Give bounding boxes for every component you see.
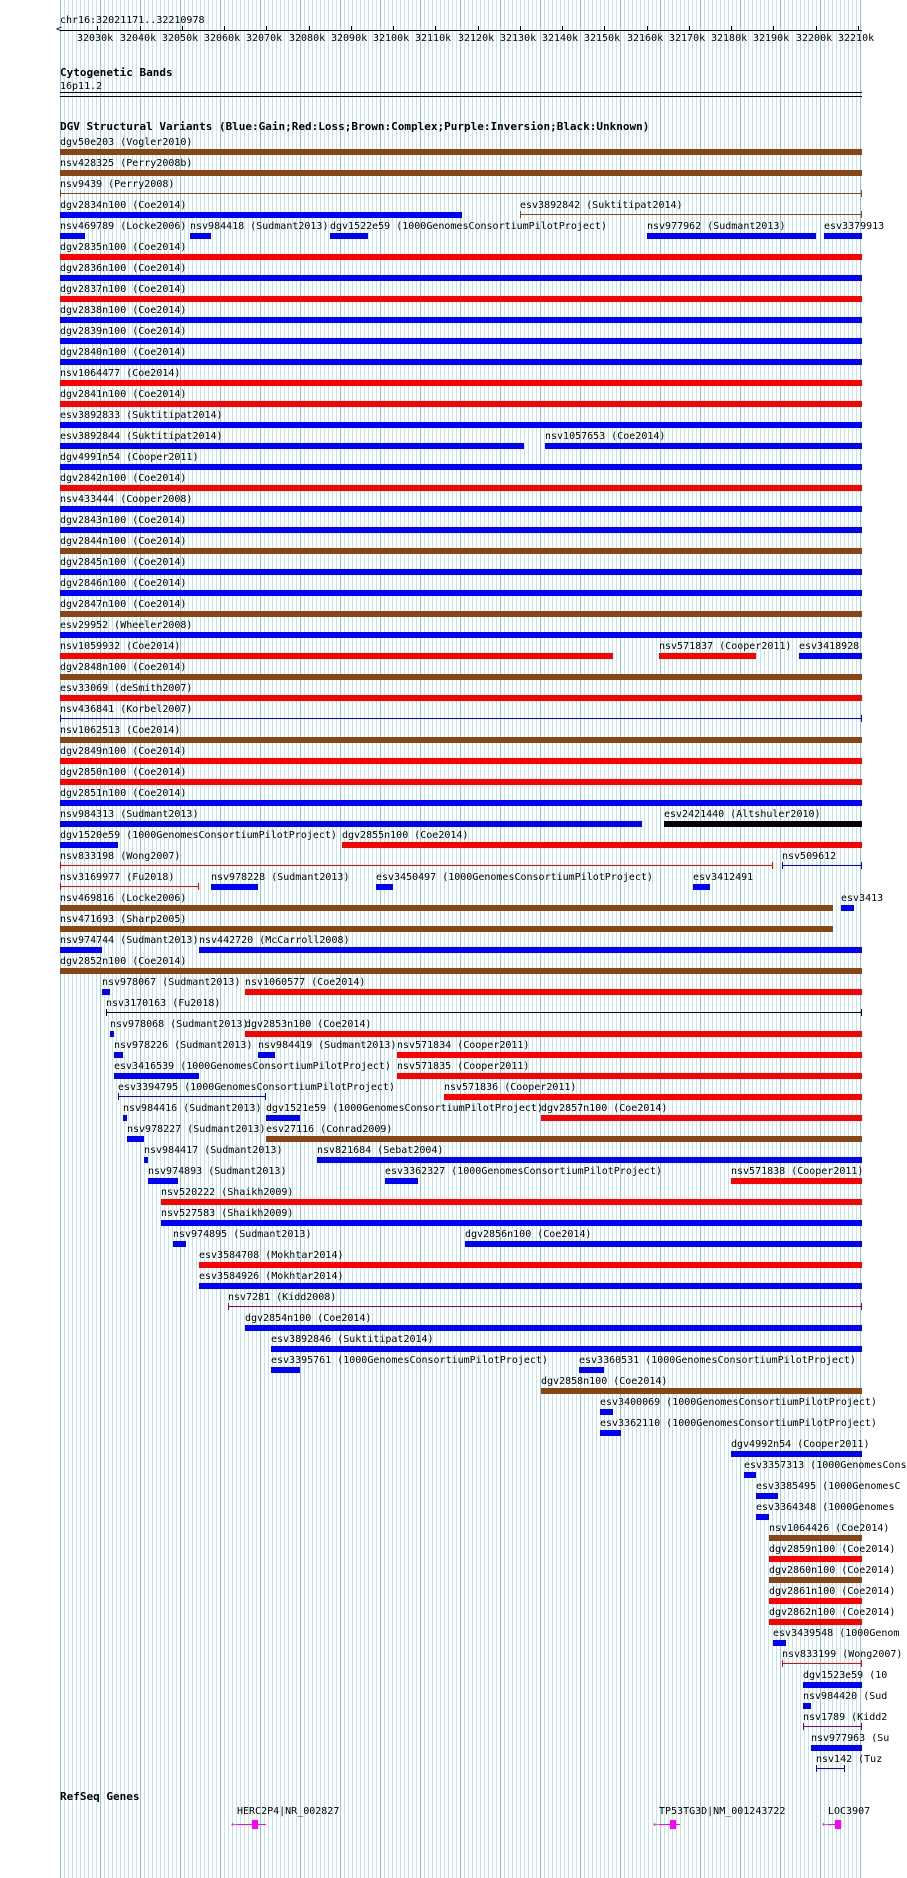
variant-bar-gain[interactable]	[60, 800, 862, 806]
variant-label[interactable]: nsv571836 (Cooper2011)	[444, 1082, 577, 1093]
variant-label[interactable]: esv3357313 (1000GenomesCons	[744, 1460, 907, 1471]
variant-bar-complex[interactable]	[60, 737, 862, 743]
variant-label[interactable]: dgv2836n100 (Coe2014)	[60, 263, 187, 274]
variant-bar-loss[interactable]	[60, 695, 862, 701]
variant-bar-gain[interactable]	[161, 1220, 862, 1226]
variant-bar-gain[interactable]	[211, 884, 258, 890]
variant-label[interactable]: dgv2835n100 (Coe2014)	[60, 242, 187, 253]
variant-bar-gain[interactable]	[385, 1178, 418, 1184]
variant-bar-loss[interactable]	[60, 485, 862, 491]
variant-label[interactable]: nsv527583 (Shaikh2009)	[161, 1208, 294, 1219]
variant-bar-loss[interactable]	[769, 1556, 862, 1562]
variant-bar-complex[interactable]	[60, 905, 833, 911]
ruler-tick	[562, 26, 563, 31]
variant-label[interactable]: esv27116 (Conrad2009)	[266, 1124, 393, 1135]
variant-label[interactable]: dgv2853n100 (Coe2014)	[245, 1019, 372, 1030]
variant-label[interactable]: dgv4991n54 (Cooper2011)	[60, 452, 199, 463]
ruler-tick	[140, 26, 141, 31]
gene-exon-block[interactable]	[835, 1820, 841, 1829]
variant-bar-gain[interactable]	[545, 443, 862, 449]
variant-bar-loss[interactable]	[397, 1073, 862, 1079]
variant-label[interactable]: nsv1064477 (Coe2014)	[60, 368, 181, 379]
variant-label[interactable]: esv3412491	[693, 872, 754, 883]
variant-label[interactable]: dgv2857n100 (Coe2014)	[541, 1103, 668, 1114]
dgv-track-title: DGV Structural Variants (Blue:Gain;Red:Loss;Brown:Complex;Purple:Inversion;Black:Unknown)	[60, 120, 650, 133]
variant-label[interactable]: esv2421440 (Altshuler2010)	[664, 809, 821, 820]
variant-label[interactable]: esv3394795 (1000GenomesConsortiumPilotProject)	[118, 1082, 395, 1093]
variant-bar-loss[interactable]	[60, 401, 862, 407]
variant-label[interactable]: nsv978067 (Sudmant2013)	[102, 977, 241, 988]
ruler-tick	[647, 26, 648, 31]
gene-label[interactable]: LOC3907	[828, 1806, 871, 1817]
variant-label[interactable]: dgv2849n100 (Coe2014)	[60, 746, 187, 757]
ruler-tick-label: 32210k	[838, 33, 875, 44]
ruler-tick-label: 32140k	[542, 33, 579, 44]
ruler-tick-label: 32130k	[500, 33, 537, 44]
variant-bar-complex[interactable]	[60, 193, 862, 194]
variant-bar-gain[interactable]	[199, 1283, 862, 1289]
variant-label[interactable]: nsv984419 (Sudmant2013)	[258, 1040, 397, 1051]
variant-label[interactable]: dgv2845n100 (Coe2014)	[60, 557, 187, 568]
variant-label[interactable]: nsv428325 (Perry2008b)	[60, 158, 193, 169]
variant-label[interactable]: dgv2846n100 (Coe2014)	[60, 578, 187, 589]
gene-exon-block[interactable]	[252, 1820, 258, 1829]
variant-bar-gain[interactable]	[465, 1241, 862, 1247]
variant-bar-loss[interactable]	[60, 779, 862, 785]
variant-label[interactable]: dgv2862n100 (Coe2014)	[769, 1607, 896, 1618]
variant-bar-gain[interactable]	[756, 1514, 769, 1520]
variant-bar-loss[interactable]	[60, 653, 613, 659]
ruler-tick-label: 32170k	[669, 33, 706, 44]
variant-label[interactable]: dgv2837n100 (Coe2014)	[60, 284, 187, 295]
variant-bar-gain[interactable]	[782, 865, 862, 866]
variant-label[interactable]: nsv509612	[782, 851, 837, 862]
variant-bar-gain[interactable]	[60, 842, 118, 848]
ruler-tick	[435, 26, 436, 31]
variant-bar-loss[interactable]	[245, 1031, 862, 1037]
ruler-tick	[393, 26, 394, 31]
variant-label[interactable]: dgv2841n100 (Coe2014)	[60, 389, 187, 400]
variant-bar-gain[interactable]	[60, 359, 862, 365]
variant-bar-gain[interactable]	[376, 884, 393, 890]
variant-bar-gain[interactable]	[744, 1472, 756, 1478]
variant-label[interactable]: nsv1057653 (Coe2014)	[545, 431, 666, 442]
variant-bar-gain[interactable]	[60, 464, 862, 470]
variant-label[interactable]: nsv984416 (Sudmant2013)	[123, 1103, 262, 1114]
variant-label[interactable]: dgv2861n100 (Coe2014)	[769, 1586, 896, 1597]
variant-label[interactable]: esv3362110 (1000GenomesConsortiumPilotProject)	[600, 1418, 877, 1429]
ruler-tick-label: 32040k	[120, 33, 157, 44]
cytoband-line-bottom	[60, 96, 862, 97]
variant-bar-gain[interactable]	[693, 884, 710, 890]
variant-label[interactable]: esv3450497 (1000GenomesConsortiumPilotProject)	[376, 872, 653, 883]
variant-label[interactable]: nsv984418 (Sudmant2013)	[190, 221, 329, 232]
gene-strand-arrow-icon: ←	[653, 1819, 660, 1830]
variant-bar-gain[interactable]	[190, 233, 211, 239]
variant-bar-gain[interactable]	[118, 1096, 266, 1097]
variant-label[interactable]: nsv7281 (Kidd2008)	[228, 1292, 337, 1303]
variant-label[interactable]: nsv1060577 (Coe2014)	[245, 977, 366, 988]
variant-bar-loss[interactable]	[60, 380, 862, 386]
variant-bar-loss[interactable]	[731, 1178, 862, 1184]
variant-label[interactable]: dgv2840n100 (Coe2014)	[60, 347, 187, 358]
ruler-tick	[224, 26, 225, 31]
variant-label[interactable]: dgv2838n100 (Coe2014)	[60, 305, 187, 316]
cytoband-line-top	[60, 92, 862, 93]
ruler-tick-label: 32090k	[331, 33, 368, 44]
ruler-tick-label: 32070k	[246, 33, 283, 44]
variant-bar-loss[interactable]	[60, 296, 862, 302]
variant-label[interactable]: dgv2860n100 (Coe2014)	[769, 1565, 896, 1576]
variant-label[interactable]: nsv436841 (Korbel2007)	[60, 704, 193, 715]
variant-label[interactable]: esv3892846 (Suktitipat2014)	[271, 1334, 434, 1345]
variant-bar-gain[interactable]	[123, 1115, 127, 1121]
variant-bar-gain[interactable]	[173, 1241, 186, 1247]
variant-label[interactable]: esv3379913	[824, 221, 885, 232]
variant-bar-gain[interactable]	[579, 1367, 604, 1373]
variant-bar-gain[interactable]	[127, 1136, 144, 1142]
ruler-tick-label: 32030k	[77, 33, 114, 44]
variant-bar-gain[interactable]	[60, 947, 102, 953]
variant-label[interactable]: nsv974744 (Sudmant2013)	[60, 935, 199, 946]
variant-label[interactable]: dgv2844n100 (Coe2014)	[60, 536, 187, 547]
ruler-tick-label: 32160k	[627, 33, 664, 44]
variant-label[interactable]: esv3360531 (1000GenomesConsortiumPilotProject)	[579, 1355, 856, 1366]
gene-strand-arrow-icon: ←	[822, 1819, 829, 1830]
variant-bar-gain[interactable]	[266, 1115, 300, 1121]
variant-bar-gain[interactable]	[816, 1768, 845, 1769]
variant-bar-gain[interactable]	[114, 1073, 199, 1079]
variant-bar-gain[interactable]	[110, 1031, 114, 1037]
variant-bar-loss[interactable]	[769, 1619, 862, 1625]
variant-bar-gain[interactable]	[271, 1367, 300, 1373]
variant-label[interactable]: esv3584708 (Mokhtar2014)	[199, 1250, 344, 1261]
variant-label[interactable]: dgv1522e59 (1000GenomesConsortiumPilotProject)	[330, 221, 607, 232]
variant-bar-gain[interactable]	[731, 1451, 862, 1457]
variant-bar-complex[interactable]	[520, 214, 862, 215]
variant-label[interactable]: nsv142 (Tuz	[816, 1754, 883, 1765]
variant-bar-gain[interactable]	[600, 1409, 613, 1415]
variant-bar-loss[interactable]	[60, 886, 199, 887]
ruler-tick-label: 32110k	[415, 33, 452, 44]
variant-label[interactable]: dgv2850n100 (Coe2014)	[60, 767, 187, 778]
variant-label[interactable]: esv3395761 (1000GenomesConsortiumPilotProject)	[271, 1355, 548, 1366]
variant-label[interactable]: esv3416539 (1000GenomesConsortiumPilotProject)	[114, 1061, 391, 1072]
variant-bar-inversion[interactable]	[228, 1306, 862, 1307]
ruler-tick-label: 32050k	[162, 33, 199, 44]
variant-bar-gain[interactable]	[271, 1346, 862, 1352]
variant-bar-complex[interactable]	[60, 149, 862, 155]
ruler-tick	[182, 26, 183, 31]
variant-bar-loss[interactable]	[541, 1115, 862, 1121]
variant-label[interactable]: nsv1062513 (Coe2014)	[60, 725, 181, 736]
variant-label[interactable]: esv3418928	[799, 641, 860, 652]
variant-label[interactable]: dgv2852n100 (Coe2014)	[60, 956, 187, 967]
variant-bar-loss[interactable]	[782, 1663, 862, 1664]
variant-bar-gain[interactable]	[773, 1640, 786, 1646]
variant-bar-gain[interactable]	[60, 338, 862, 344]
ruler-tick-label: 32200k	[796, 33, 833, 44]
variant-label[interactable]: nsv520222 (Shaikh2009)	[161, 1187, 294, 1198]
variant-bar-loss[interactable]	[60, 865, 773, 866]
variant-bar-gain[interactable]	[60, 718, 862, 719]
ruler-tick	[351, 26, 352, 31]
variant-label[interactable]: nsv833199 (Wong2007)	[782, 1649, 903, 1660]
variant-label[interactable]: esv3584926 (Mokhtar2014)	[199, 1271, 344, 1282]
ruler-tick-label: 32190k	[753, 33, 790, 44]
position-label: chr16:32021171..32210978	[60, 15, 205, 26]
variant-label[interactable]: esv3892833 (Suktitipat2014)	[60, 410, 223, 421]
gene-label[interactable]: TP53TG3D|NM_001243722	[659, 1806, 786, 1817]
variant-bar-gain[interactable]	[60, 317, 862, 323]
variant-label[interactable]: nsv974895 (Sudmant2013)	[173, 1229, 312, 1240]
ruler-tick	[816, 26, 817, 31]
variant-label[interactable]: dgv1523e59 (10	[803, 1670, 888, 1681]
variant-label[interactable]: nsv469816 (Locke2006)	[60, 893, 187, 904]
variant-bar-gain[interactable]	[330, 233, 368, 239]
refseq-track-title: RefSeq Genes	[60, 1790, 140, 1803]
variant-label[interactable]: esv3362327 (1000GenomesConsortiumPilotProject)	[385, 1166, 662, 1177]
variant-bar-unknown[interactable]	[106, 1012, 862, 1013]
ruler-tick	[689, 26, 690, 31]
ruler-tick-label: 32180k	[711, 33, 748, 44]
variant-bar-gain[interactable]	[60, 527, 862, 533]
variant-bar-complex[interactable]	[60, 968, 862, 974]
variant-label[interactable]: dgv1520e59 (1000GenomesConsortiumPilotProject)	[60, 830, 337, 841]
ruler-tick-label: 32150k	[584, 33, 621, 44]
variant-bar-complex[interactable]	[266, 1136, 862, 1142]
variant-label[interactable]: esv3439548 (1000Genom	[773, 1628, 900, 1639]
variant-label[interactable]: nsv984417 (Sudmant2013)	[144, 1145, 283, 1156]
variant-label[interactable]: nsv978228 (Sudmant2013)	[211, 872, 350, 883]
ruler-tick	[731, 26, 732, 31]
variant-label[interactable]: nsv571837 (Cooper2011)	[659, 641, 792, 652]
variant-label[interactable]: dgv1521e59 (1000GenomesConsortiumPilotProject)	[266, 1103, 543, 1114]
variant-label[interactable]: esv33069 (deSmith2007)	[60, 683, 193, 694]
variant-label[interactable]: nsv3169977 (Fu2018)	[60, 872, 175, 883]
variant-bar-inversion[interactable]	[803, 1726, 862, 1727]
variant-label[interactable]: dgv2851n100 (Coe2014)	[60, 788, 187, 799]
variant-label[interactable]: nsv571835 (Cooper2011)	[397, 1061, 530, 1072]
variant-label[interactable]: nsv469789 (Locke2006)	[60, 221, 187, 232]
variant-bar-complex[interactable]	[60, 674, 862, 680]
variant-label[interactable]: nsv1059932 (Coe2014)	[60, 641, 181, 652]
variant-label[interactable]: esv3364348 (1000Genomes	[756, 1502, 895, 1513]
variant-label[interactable]: nsv821684 (Sebat2004)	[317, 1145, 444, 1156]
variant-label[interactable]: esv3385495 (1000GenomesC	[756, 1481, 901, 1492]
variant-bar-loss[interactable]	[245, 989, 862, 995]
variant-label[interactable]: nsv977962 (Sudmant2013)	[647, 221, 786, 232]
variant-bar-unknown[interactable]	[664, 821, 862, 827]
variant-bar-gain[interactable]	[799, 653, 862, 659]
variant-bar-complex[interactable]	[60, 170, 862, 176]
variant-bar-loss[interactable]	[659, 653, 756, 659]
variant-bar-gain[interactable]	[60, 821, 642, 827]
variant-bar-gain[interactable]	[647, 233, 816, 239]
variant-bar-gain[interactable]	[60, 506, 862, 512]
ruler-tick-label: 32100k	[373, 33, 410, 44]
variant-label[interactable]: dgv2856n100 (Coe2014)	[465, 1229, 592, 1240]
variant-bar-gain[interactable]	[841, 905, 854, 911]
variant-label[interactable]: nsv978227 (Sudmant2013)	[127, 1124, 266, 1135]
variant-bar-complex[interactable]	[541, 1388, 862, 1394]
variant-label[interactable]: nsv833198 (Wong2007)	[60, 851, 181, 862]
variant-bar-loss[interactable]	[342, 842, 862, 848]
variant-bar-loss[interactable]	[444, 1094, 862, 1100]
variant-label[interactable]: nsv984420 (Sud	[803, 1691, 888, 1702]
variant-label[interactable]: nsv978226 (Sudmant2013)	[114, 1040, 253, 1051]
variant-bar-gain[interactable]	[60, 590, 862, 596]
variant-bar-gain[interactable]	[600, 1430, 621, 1436]
gene-exon-block[interactable]	[670, 1820, 676, 1829]
variant-label[interactable]: dgv50e203 (Vogler2010)	[60, 137, 193, 148]
gene-strand-arrow-icon: ←	[231, 1819, 238, 1830]
variant-label[interactable]: esv3892842 (Suktitipat2014)	[520, 200, 683, 211]
variant-bar-gain[interactable]	[199, 947, 862, 953]
ruler-tick	[604, 26, 605, 31]
variant-bar-complex[interactable]	[60, 548, 862, 554]
variant-bar-complex[interactable]	[60, 926, 833, 932]
variant-bar-gain[interactable]	[317, 1157, 862, 1163]
variant-bar-loss[interactable]	[199, 1262, 862, 1268]
variant-bar-gain[interactable]	[824, 233, 862, 239]
ruler-axis-line	[60, 30, 862, 31]
variant-bar-gain[interactable]	[811, 1745, 862, 1751]
variant-label[interactable]: nsv977963 (Su	[811, 1733, 890, 1744]
variant-bar-gain[interactable]	[803, 1682, 862, 1688]
variant-label[interactable]: dgv2839n100 (Coe2014)	[60, 326, 187, 337]
variant-label[interactable]: nsv1789 (Kidd2	[803, 1712, 888, 1723]
variant-label[interactable]: esv3413	[841, 893, 884, 904]
variant-bar-gain[interactable]	[60, 275, 862, 281]
variant-label[interactable]: nsv471693 (Sharp2005)	[60, 914, 187, 925]
variant-bar-complex[interactable]	[769, 1535, 862, 1541]
variant-label[interactable]: dgv2843n100 (Coe2014)	[60, 515, 187, 526]
variant-bar-loss[interactable]	[161, 1199, 862, 1205]
ruler-tick	[309, 26, 310, 31]
variant-bar-loss[interactable]	[60, 254, 862, 260]
ruler-tick-label: 32060k	[204, 33, 241, 44]
variant-label[interactable]: nsv978068 (Sudmant2013)	[110, 1019, 249, 1030]
variant-bar-gain[interactable]	[60, 443, 524, 449]
variant-label[interactable]: nsv1064426 (Coe2014)	[769, 1523, 890, 1534]
variant-bar-complex[interactable]	[769, 1577, 862, 1583]
ruler-tick	[478, 26, 479, 31]
variant-label[interactable]: nsv984313 (Sudmant2013)	[60, 809, 199, 820]
variant-bar-loss[interactable]	[60, 758, 862, 764]
cytoband-track-title: Cytogenetic Bands	[60, 66, 173, 79]
variant-label[interactable]: dgv4992n54 (Cooper2011)	[731, 1439, 870, 1450]
variant-bar-loss[interactable]	[769, 1598, 862, 1604]
variant-label[interactable]: nsv571834 (Cooper2011)	[397, 1040, 530, 1051]
ruler-tick	[858, 26, 859, 31]
variant-label[interactable]: esv3400069 (1000GenomesConsortiumPilotProject)	[600, 1397, 877, 1408]
variant-label[interactable]: esv29952 (Wheeler2008)	[60, 620, 193, 631]
cytoband-label: 16p11.2	[60, 81, 103, 92]
variant-bar-gain[interactable]	[60, 632, 862, 638]
variant-bar-gain[interactable]	[60, 569, 862, 575]
variant-bar-gain[interactable]	[60, 422, 862, 428]
variant-label[interactable]: nsv3170163 (Fu2018)	[106, 998, 221, 1009]
variant-bar-complex[interactable]	[60, 611, 862, 617]
variant-label[interactable]: dgv2858n100 (Coe2014)	[541, 1376, 668, 1387]
ruler-tick	[773, 26, 774, 31]
variant-bar-gain[interactable]	[114, 1052, 123, 1058]
ruler-left-arrow-icon: <	[56, 24, 63, 35]
variant-bar-gain[interactable]	[60, 212, 462, 218]
variant-label[interactable]: nsv571838 (Cooper2011)	[731, 1166, 864, 1177]
variant-label[interactable]: nsv974893 (Sudmant2013)	[148, 1166, 287, 1177]
variant-label[interactable]: dgv2854n100 (Coe2014)	[245, 1313, 372, 1324]
variant-label[interactable]: nsv433444 (Cooper2008)	[60, 494, 193, 505]
variant-bar-gain[interactable]	[144, 1157, 148, 1163]
gene-label[interactable]: HERC2P4|NR_002827	[237, 1806, 340, 1817]
variant-label[interactable]: nsv442720 (McCarroll2008)	[199, 935, 350, 946]
variant-label[interactable]: dgv2834n100 (Coe2014)	[60, 200, 187, 211]
variant-label[interactable]: dgv2859n100 (Coe2014)	[769, 1544, 896, 1555]
variant-bar-gain[interactable]	[245, 1325, 862, 1331]
variant-bar-gain[interactable]	[102, 989, 110, 995]
variant-bar-gain[interactable]	[258, 1052, 275, 1058]
variant-bar-gain[interactable]	[803, 1703, 811, 1709]
variant-label[interactable]: nsv9439 (Perry2008)	[60, 179, 175, 190]
ruler-tick	[97, 26, 98, 31]
ruler-tick-label: 32080k	[289, 33, 326, 44]
ruler-tick	[266, 26, 267, 31]
ruler-tick	[520, 26, 521, 31]
variant-label[interactable]: esv3892844 (Suktitipat2014)	[60, 431, 223, 442]
variant-label[interactable]: dgv2842n100 (Coe2014)	[60, 473, 187, 484]
variant-bar-loss[interactable]	[397, 1052, 862, 1058]
variant-label[interactable]: dgv2848n100 (Coe2014)	[60, 662, 187, 673]
variant-bar-gain[interactable]	[756, 1493, 778, 1499]
variant-label[interactable]: dgv2855n100 (Coe2014)	[342, 830, 469, 841]
variant-bar-gain[interactable]	[60, 233, 85, 239]
variant-label[interactable]: dgv2847n100 (Coe2014)	[60, 599, 187, 610]
ruler-tick-label: 32120k	[458, 33, 495, 44]
variant-bar-gain[interactable]	[148, 1178, 178, 1184]
